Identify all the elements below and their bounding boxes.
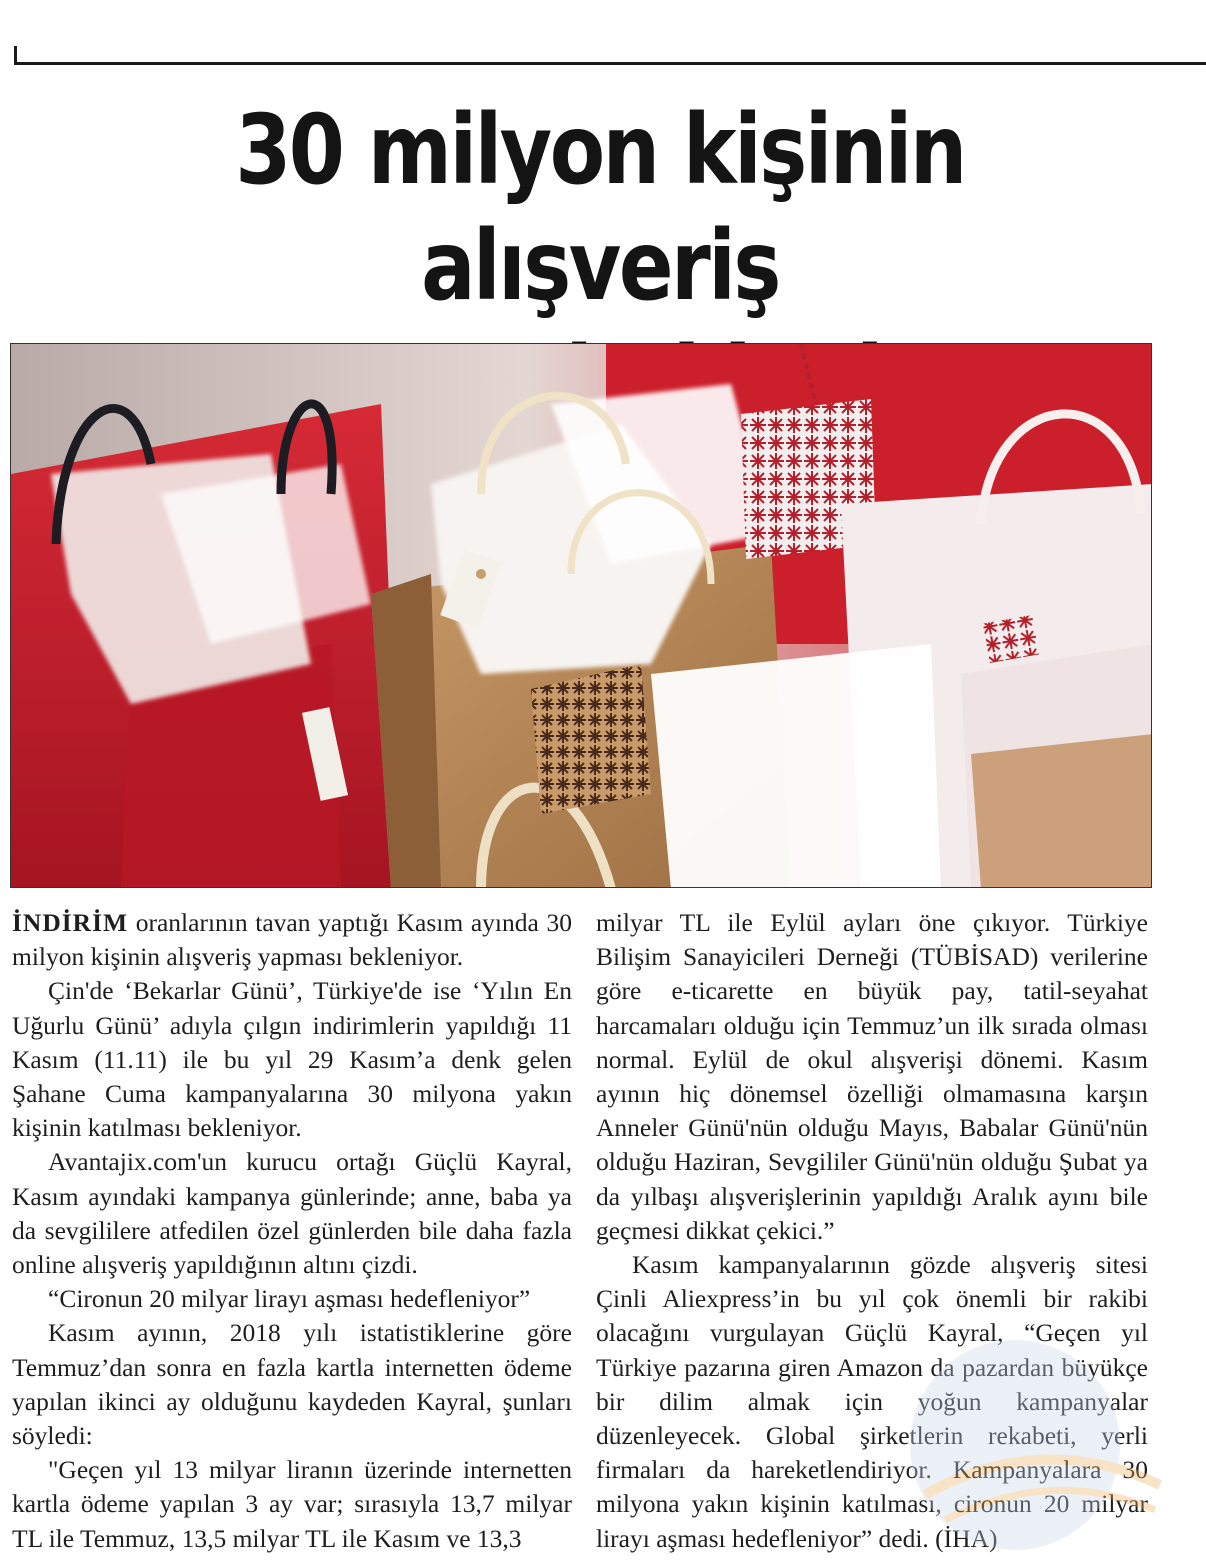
- article-left-column: [12, 906, 572, 1556]
- paragraph-4: Kasım ayının, 2018 yılı istatistiklerine göre Temmuz’dan sonra en fazla kartla internetten ödeme yapılan ikinci ay olduğunu kaydeden Kayral, şunları söyledi:: [12, 1318, 572, 1451]
- subheading-quote: “Cironun 20 milyar lirayı aşması hedefleniyor”: [48, 1284, 531, 1314]
- paragraph-2: Çin'de ‘Bekarlar Günü’, Türkiye'de ise ‘Yılın En Uğurlu Günü’ adıyla çılgın indirimlerin yapıldığı 11 Kasım (11.11) ile bu yıl 29 Kasım’a denk gelen Şahane Cuma kampanyalarına 30 milyona yakın kişinin katılması bekleniyor.: [12, 976, 572, 1143]
- headline-line-1: 30 milyon kişinin alışveriş: [235, 94, 965, 322]
- lead-word: İNDİRİM: [12, 908, 129, 937]
- paragraph-1-text: oranlarının tavan yaptığı Kasım ayında 30 milyon kişinin alışveriş yapması bekleniyor.: [12, 908, 572, 972]
- paragraph-7: Kasım kampanyalarının gözde alışveriş sitesi Çinli Aliexpress’in bu yıl çok önemli bir rakibi olacağını vurgulayan Güçlü Kayral, “Geçen yıl Türkiye pazarına giren Amazon da pazardan büyükçe bir dilim almak için yoğun kampanyalar düzenleyecek. Global şirketlerin rekabeti, yerli firmaları da hareketlendiriyor. Kampanyalara 30 milyona yakın kişinin katılması, cironun 20 milyar lirayı aşması hedefleniyor” dedi. (İHA): [596, 1250, 1148, 1553]
- article-right-column: [596, 906, 1148, 1556]
- paragraph-5: "Geçen yıl 13 milyar liranın üzerinde internetten kartla ödeme yapılan 3 ay var; sırasıyla 13,7 milyar TL ile Temmuz, 13,5 milyar TL ile Kasım ve 13,3: [12, 1455, 572, 1553]
- shopping-bags-illustration: [11, 344, 1152, 888]
- paragraph-1: [12, 906, 572, 974]
- shopping-bags-photo: [10, 343, 1152, 888]
- paragraph-3: Avantajix.com'un kurucu ortağı Güçlü Kayral, Kasım ayındaki kampanya günlerinde; anne, baba ya da sevgililere atfedilen özel günlerden bile daha fazla online alışveriş yapıldığının altını çizdi.: [12, 1147, 572, 1280]
- top-rule: [14, 62, 1206, 65]
- paragraph-6: milyar TL ile Eylül ayları öne çıkıyor. Türkiye Bilişim Sanayicileri Derneği (TÜBİSAD) verilerine göre e-ticarette en büyük pay, tatil-seyahat harcamaları olduğu için Temmuz’un ilk sırada olması normal. Eylül de okul alışverişi dönemi. Kasım ayının hiç dönemsel özelliği olmamasına karşın Anneler Günü'nün olduğu Mayıs, Babalar Günü'nün olduğu Haziran, Sevgililer Günü'nün olduğu Şubat ya da yılbaşı alışverişlerinin yapıldığı Aralık ayını bile geçmesi dikkat çekici.”: [596, 908, 1148, 1245]
